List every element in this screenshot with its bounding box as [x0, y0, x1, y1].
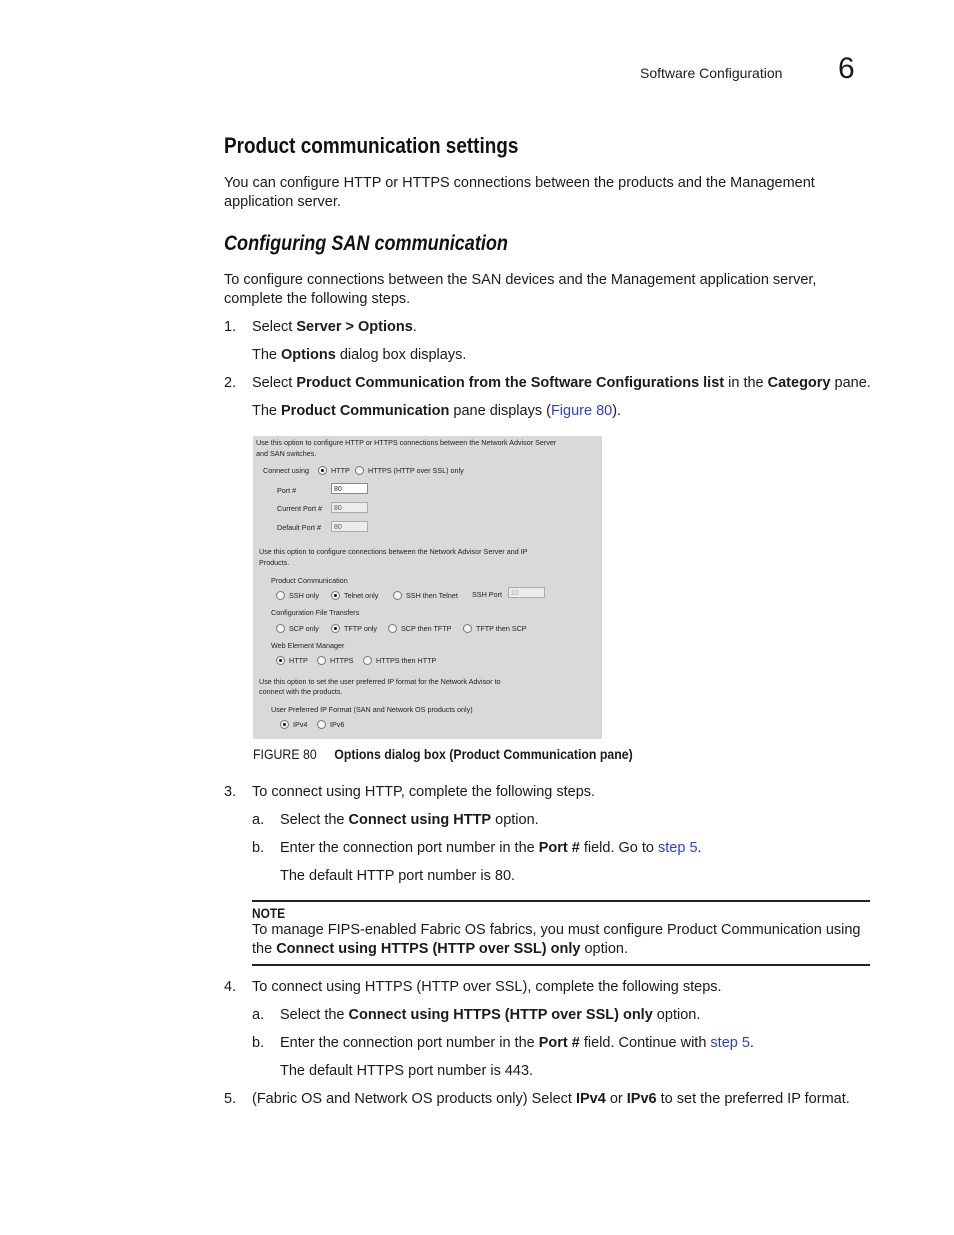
tftp-only-radio[interactable] [331, 624, 340, 633]
note-top-rule [252, 900, 870, 902]
ssh-only-label: SSH only [289, 591, 319, 600]
web-element-manager-group-label: Web Element Manager [271, 641, 345, 650]
step-4a-text [280, 1006, 700, 1025]
text: field. Continue with [579, 1035, 711, 1051]
text: ). [612, 403, 622, 419]
https-then-http-radio[interactable] [363, 656, 372, 665]
ssh-only-radio[interactable] [276, 591, 285, 600]
step-4b-text [280, 1034, 754, 1053]
scp-only-radio[interactable] [276, 624, 285, 633]
note-line-2 [252, 940, 628, 959]
ip-format-group-label: User Preferred IP Format (SAN and Network OS products only) [271, 705, 473, 714]
step-3a-text [280, 811, 539, 830]
figure-text: Use this option to configure HTTP or HTTPS connections between the Network Advisor Server [256, 438, 557, 447]
text: or [605, 1091, 627, 1107]
text: option. [580, 941, 629, 957]
figure-text: Use this option to configure connections between the Network Advisor Server and IP [259, 547, 528, 556]
step-4b-number: b. [252, 1035, 265, 1051]
text: The [252, 347, 282, 363]
note-label: NOTE [252, 905, 286, 921]
field-name: Port # [538, 840, 580, 856]
running-header: Software Configuration [640, 65, 783, 81]
text: pane displays ( [449, 403, 551, 419]
figure-title: Options dialog box (Product Communication pane) [334, 746, 633, 762]
tftp-only-label: TFTP only [344, 624, 378, 633]
figure-link[interactable]: Figure 80 [550, 403, 613, 419]
step-1-result [252, 346, 466, 365]
port-input[interactable]: 80 [331, 483, 368, 494]
pane-name: Product Communication [281, 403, 450, 419]
step-2-result [252, 402, 621, 421]
option-name: Connect using HTTP [348, 812, 492, 828]
option-name: IPv6 [626, 1091, 657, 1107]
sub-intro-paragraph: To configure connections between the SAN devices and the Management application server, complete the following steps. [224, 272, 817, 307]
dialog-name: Options [281, 347, 336, 363]
option-name: Connect using HTTPS (HTTP over SSL) only [276, 941, 581, 957]
text: Select the [280, 1007, 349, 1023]
chapter-number: 6 [838, 52, 855, 85]
text: in the [724, 375, 768, 391]
figure-label: FIGURE 80 [253, 746, 317, 762]
step-5-number: 5. [224, 1091, 237, 1107]
text: . [749, 1035, 754, 1051]
ipv6-radio[interactable] [317, 720, 326, 729]
wem-https-radio[interactable] [317, 656, 326, 665]
section-title: Product communication settings [224, 133, 519, 158]
text: field. Go to [579, 840, 659, 856]
step-3-text: To connect using HTTP, complete the following steps. [252, 784, 596, 800]
step-1-text [252, 318, 417, 337]
current-port-label: Current Port # [277, 504, 323, 513]
text: . [412, 319, 417, 335]
step-5-text [252, 1090, 850, 1109]
note-bottom-rule [252, 964, 870, 966]
default-port-field: 80 [331, 521, 368, 532]
text: The [252, 403, 282, 419]
step-3b-text [280, 839, 702, 858]
note-line-1: To manage FIPS-enabled Fabric OS fabrics, you must configure Product Communication using [252, 922, 861, 938]
step-4-number: 4. [224, 979, 237, 995]
pane-name: Category [767, 375, 831, 391]
text: option. [491, 812, 539, 828]
ssh-port-label: SSH Port [472, 590, 502, 599]
step-4-text: To connect using HTTPS (HTTP over SSL), complete the following steps. [252, 979, 722, 995]
step-link[interactable]: step 5 [710, 1035, 750, 1051]
list-item-name: Product Communication from the Software Configurations list [296, 375, 725, 391]
options-dialog-figure [253, 436, 602, 739]
step-2-text [252, 374, 871, 393]
text: (Fabric OS and Network OS products only) Select [252, 1091, 576, 1107]
step-3b-number: b. [252, 840, 265, 856]
subsection-title: Configuring SAN communication [224, 232, 508, 255]
wem-https-label: HTTPS [330, 656, 354, 665]
scp-only-label: SCP only [289, 624, 319, 633]
current-port-field: 80 [331, 502, 368, 513]
wem-http-label: HTTP [289, 656, 308, 665]
connect-using-label: Connect using [263, 466, 309, 475]
step-4-default-note: The default HTTPS port number is 443. [280, 1063, 534, 1079]
text: to set the preferred IP format. [656, 1091, 850, 1107]
text: . [697, 840, 702, 856]
figure-text: connect with the products. [259, 687, 343, 696]
step-3-number: 3. [224, 784, 237, 800]
scp-then-tftp-label: SCP then TFTP [401, 624, 452, 633]
ssh-port-input[interactable]: 22 [508, 587, 545, 598]
product-communication-group-label: Product Communication [271, 576, 348, 585]
https-only-label: HTTPS (HTTP over SSL) only [368, 466, 464, 475]
config-file-transfers-group-label: Configuration File Transfers [271, 608, 360, 617]
ipv4-radio[interactable] [280, 720, 289, 729]
step-4a-number: a. [252, 1007, 265, 1023]
tftp-then-scp-radio[interactable] [463, 624, 472, 633]
ssh-then-telnet-radio[interactable] [393, 591, 402, 600]
step-1-number: 1. [224, 319, 237, 335]
figure-text: and SAN switches. [256, 449, 317, 458]
ssh-then-telnet-label: SSH then Telnet [406, 591, 458, 600]
wem-http-radio[interactable] [276, 656, 285, 665]
telnet-only-label: Telnet only [344, 591, 379, 600]
field-name: Port # [538, 1035, 580, 1051]
port-label: Port # [277, 486, 297, 495]
step-3a-number: a. [252, 812, 265, 828]
figure-caption [253, 746, 633, 762]
text: Select [252, 319, 297, 335]
tftp-then-scp-label: TFTP then SCP [476, 624, 527, 633]
figure-text: Use this option to set the user preferred IP format for the Network Advisor to [259, 677, 501, 686]
step-link[interactable]: step 5 [658, 840, 698, 856]
text: Enter the connection port number in the [280, 1035, 539, 1051]
https-only-radio[interactable] [355, 466, 364, 475]
default-port-label: Default Port # [277, 523, 321, 532]
https-then-http-label: HTTPS then HTTP [376, 656, 437, 665]
text: Select [252, 375, 297, 391]
http-radio[interactable] [318, 466, 327, 475]
text: Enter the connection port number in the [280, 840, 539, 856]
ipv4-label: IPv4 [293, 720, 308, 729]
step-3-default-note: The default HTTP port number is 80. [280, 868, 516, 884]
intro-paragraph: You can configure HTTP or HTTPS connections between the products and the Management application server. [224, 175, 815, 210]
text: pane. [830, 375, 871, 391]
text: dialog box displays. [335, 347, 467, 363]
text: option. [652, 1007, 701, 1023]
text: Select the [280, 812, 349, 828]
option-name: Connect using HTTPS (HTTP over SSL) only [348, 1007, 653, 1023]
option-name: IPv4 [575, 1091, 606, 1107]
ipv6-label: IPv6 [330, 720, 345, 729]
menu-path: Server > Options [296, 319, 413, 335]
telnet-only-radio[interactable] [331, 591, 340, 600]
scp-then-tftp-radio[interactable] [388, 624, 397, 633]
figure-text: Products. [259, 558, 290, 567]
step-2-number: 2. [224, 375, 237, 391]
http-label: HTTP [331, 466, 350, 475]
text: the [252, 941, 277, 957]
